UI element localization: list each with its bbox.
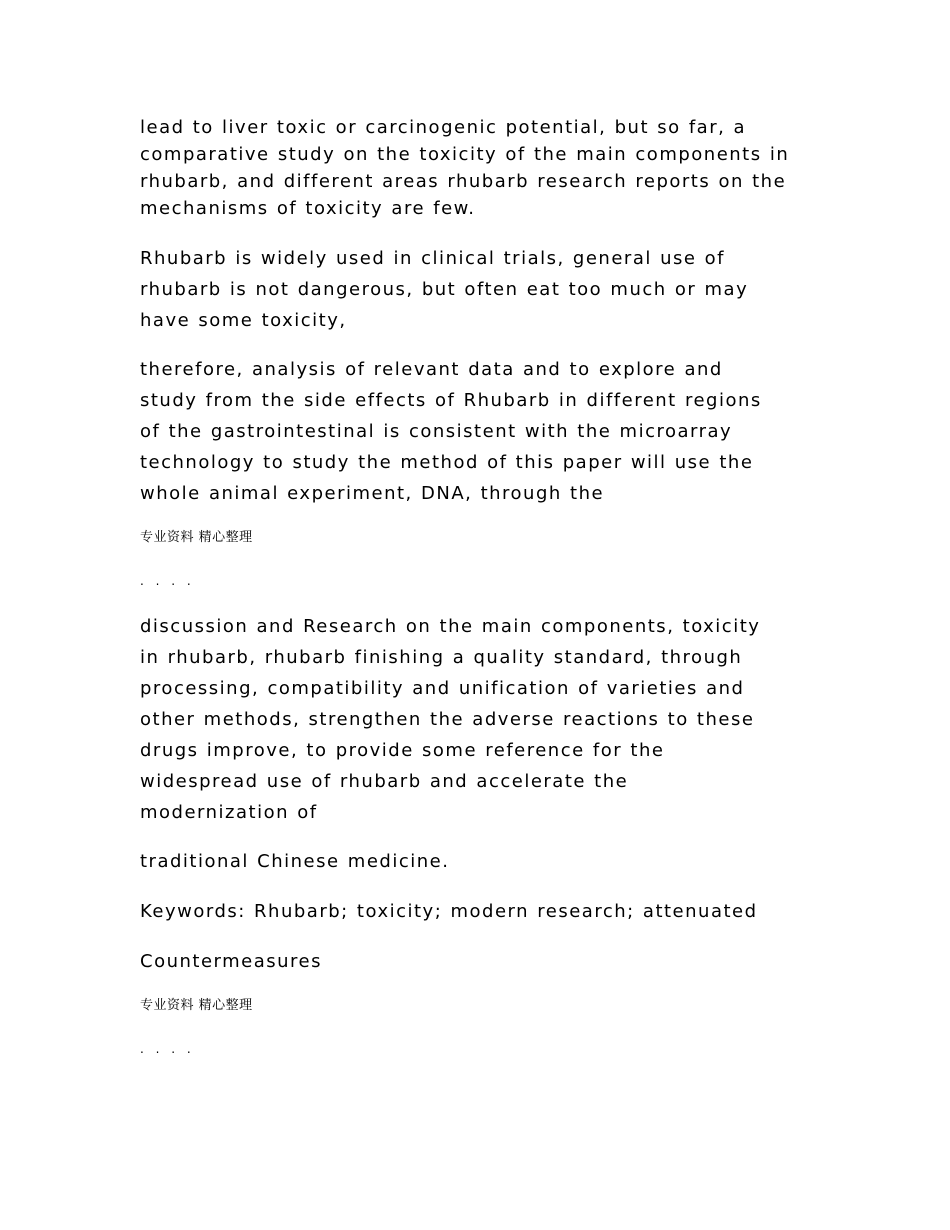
paragraph-3 [140,354,820,509]
keywords-continuation [140,946,820,977]
keywords-line [140,896,820,927]
paragraph-line: traditional Chinese medicine. [140,851,450,872]
page-footer-dots: . . . . [140,1042,195,1056]
paragraph-2 [140,243,820,336]
paragraph-line: rhubarb, and different areas rhubarb research reports on the [140,171,787,192]
page-footer-note: 专业资料 精心整理 [140,998,253,1013]
paragraph-line: have some toxicity, [140,310,347,331]
paragraph-4 [140,611,820,828]
paragraph-line: widespread use of rhubarb and accelerate the [140,771,629,792]
page-footer-note: 专业资料 精心整理 [140,530,253,545]
paragraph-line: mechanisms of toxicity are few. [140,198,476,219]
paragraph-line: other methods, strengthen the adverse reactions to these [140,709,755,730]
paragraph-line: Rhubarb is widely used in clinical trials, general use of [140,248,725,269]
paragraph-line: whole animal experiment, DNA, through the [140,483,605,504]
paragraph-line: discussion and Research on the main components, toxicity [140,616,761,637]
paragraph-line: therefore, analysis of relevant data and to explore and [140,359,723,380]
paragraph-1 [140,114,820,222]
page-footer-dots: . . . . [140,574,195,588]
paragraph-line: processing, compatibility and unification of varieties and [140,678,745,699]
paragraph-5 [140,846,820,877]
paragraph-line: drugs improve, to provide some reference for the [140,740,665,761]
paragraph-line: lead to liver toxic or carcinogenic potential, but so far, a [140,117,747,138]
paragraph-line: study from the side effects of Rhubarb in different regions [140,390,762,411]
paragraph-line: comparative study on the toxicity of the main components in [140,144,790,165]
keywords-text: Keywords: Rhubarb; toxicity; modern research; attenuated [140,901,758,922]
paragraph-line: technology to study the method of this paper will use the [140,452,754,473]
keywords-continuation-text: Countermeasures [140,951,322,972]
paragraph-line: of the gastrointestinal is consistent with the microarray [140,421,733,442]
paragraph-line: rhubarb is not dangerous, but often eat too much or may [140,279,749,300]
paragraph-line: in rhubarb, rhubarb finishing a quality standard, through [140,647,743,668]
paragraph-line: modernization of [140,802,318,823]
